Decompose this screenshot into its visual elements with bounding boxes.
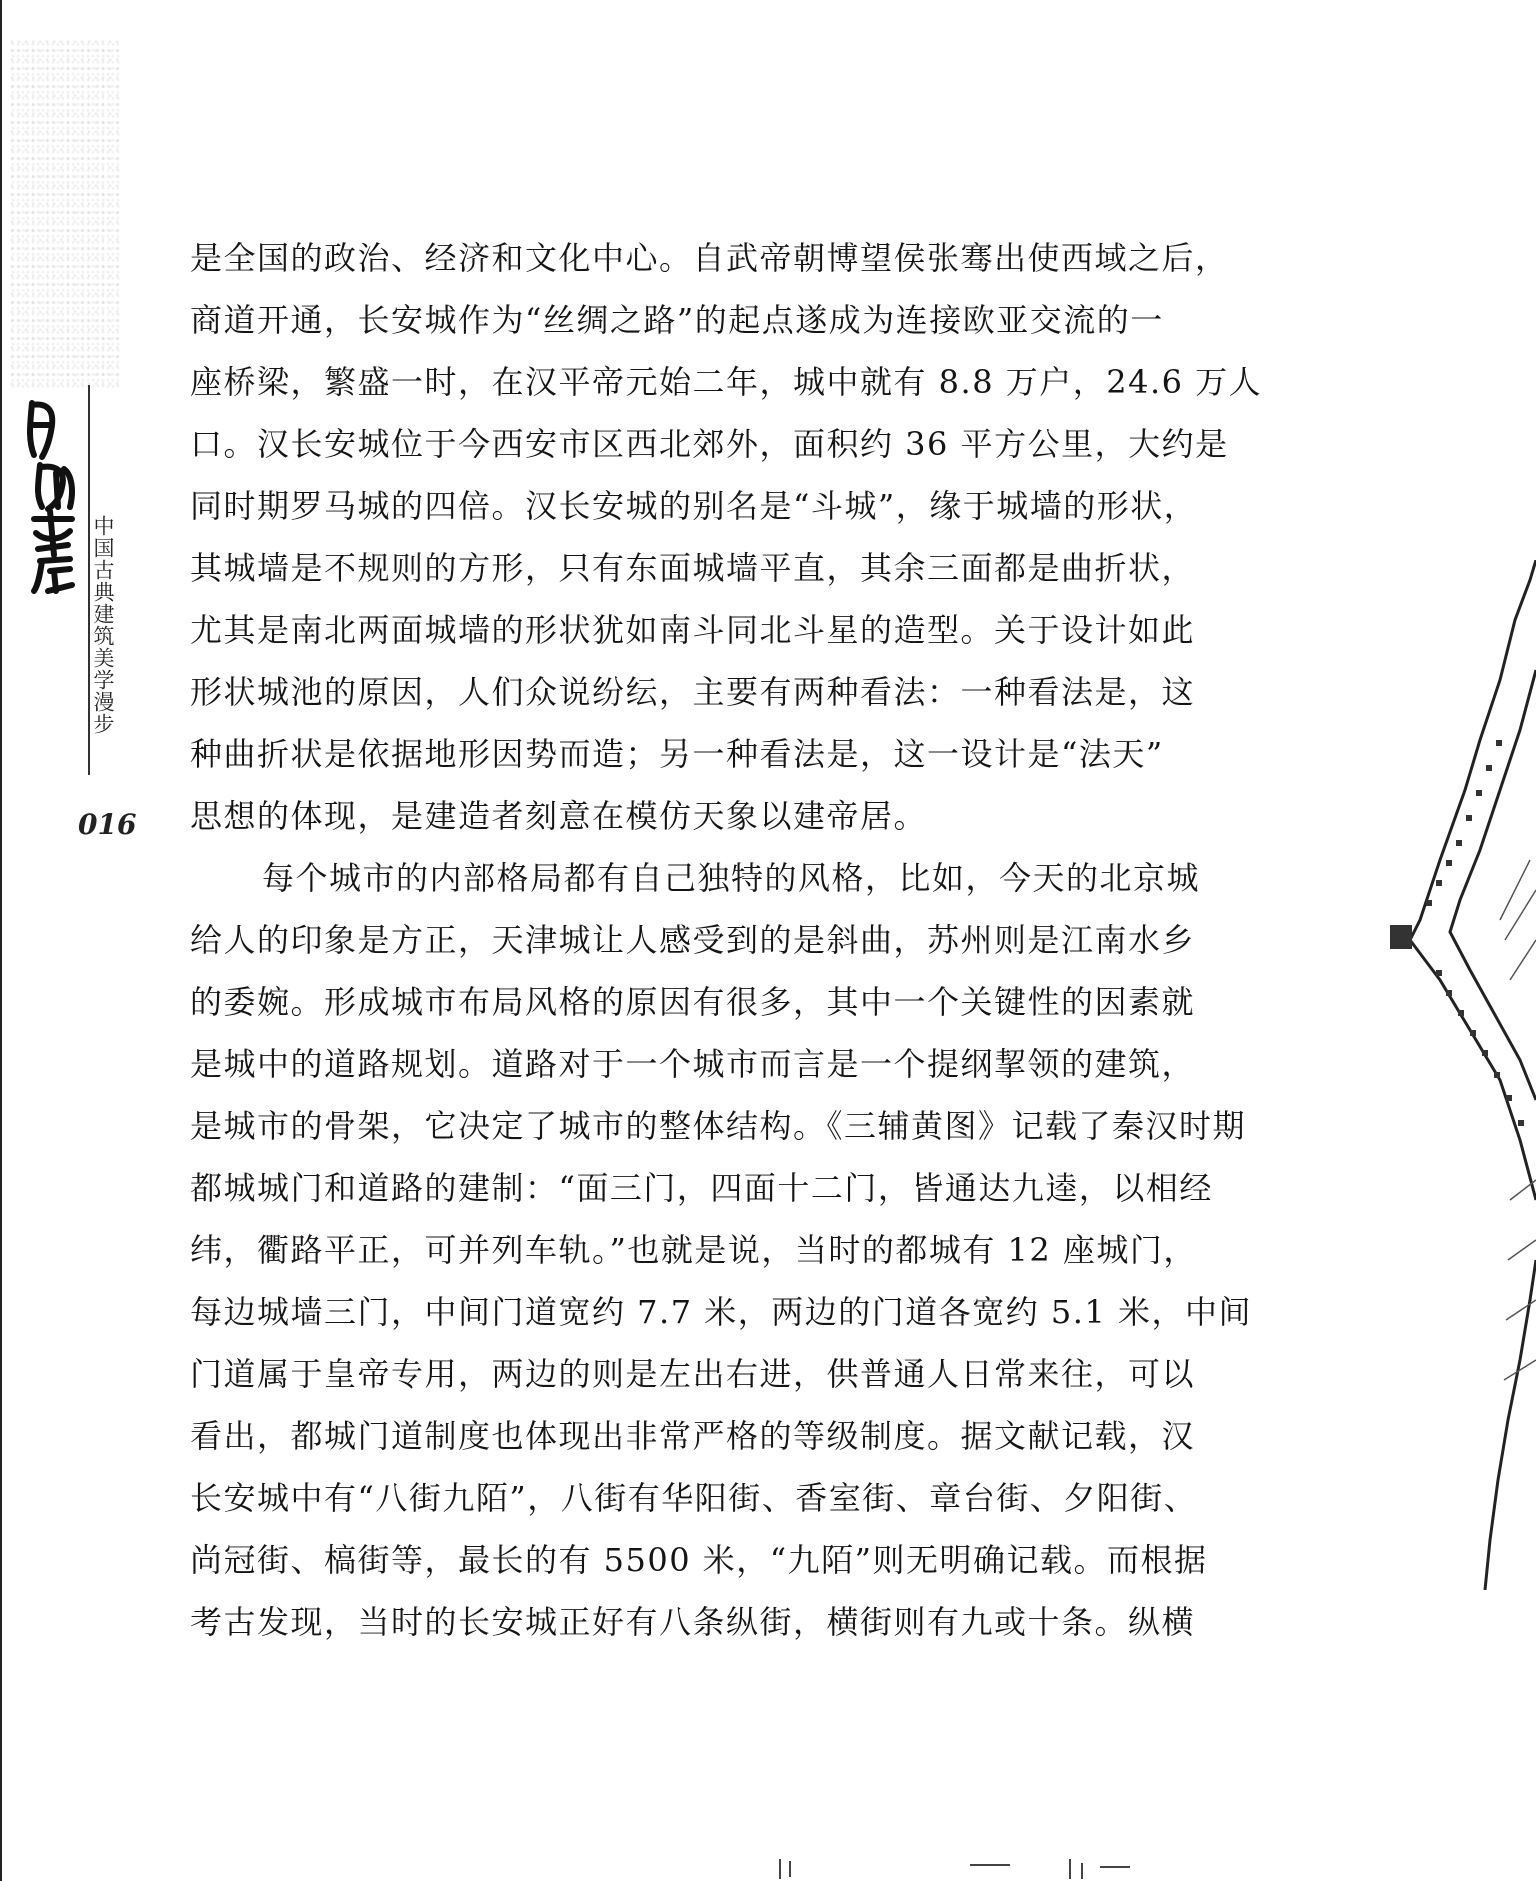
text-line: 同时期罗马城的四倍。汉长安城的别名是“斗城”，缘于城墙的形状，	[190, 487, 1198, 525]
book-title-vertical: 中国古典建筑美学漫步	[91, 515, 115, 735]
text-line: 形状城池的原因，人们众说纷纭，主要有两种看法：一种看法是，这	[190, 673, 1196, 711]
text-line: 是城市的骨架，它决定了城市的整体结构。《三辅黄图》记载了秦汉时期	[190, 1107, 1247, 1145]
scan-artifact-marks	[770, 1855, 1190, 1881]
text-line: 考古发现，当时的长安城正好有八条纵街，横街则有九或十条。纵横	[190, 1603, 1196, 1641]
text-line: 商道开通，长安城作为“丝绸之路”的起点遂成为连接欧亚交流的一	[190, 301, 1164, 339]
text-line: 都城城门和道路的建制：“面三门，四面十二门，皆通达九逵，以相经	[190, 1169, 1213, 1207]
text-line: 看出，都城门道制度也体现出非常严格的等级制度。据文献记载，汉	[190, 1417, 1196, 1455]
body-text	[190, 227, 1340, 1653]
page-number: 016	[78, 808, 137, 841]
paragraph-start-line: 每个城市的内部格局都有自己独特的风格，比如，今天的北京城	[262, 859, 1201, 897]
text-line: 每边城墙三门，中间门道宽约 7.7 米，两边的门道各宽约 5.1 米，中间	[190, 1293, 1252, 1331]
page-edge-line	[0, 0, 2, 1881]
text-line: 思想的体现，是建造者刻意在模仿天象以建帝居。	[190, 797, 928, 835]
text-line: 尚冠街、槁街等，最长的有 5500 米，“九陌”则无明确记载。而根据	[190, 1541, 1208, 1579]
text-line: 座桥梁，繁盛一时，在汉平帝元始二年，城中就有 8.8 万户，24.6 万人	[190, 363, 1263, 401]
text-line: 纬，衢路平正，可并列车轨。”也就是说，当时的都城有 12 座城门，	[190, 1231, 1197, 1269]
calligraphy-logo	[20, 395, 90, 595]
text-line: 是全国的政治、经济和文化中心。自武帝朝博望侯张骞出使西域之后，	[190, 239, 1229, 277]
text-line: 长安城中有“八街九陌”，八街有华阳街、香室街、章台街、夕阳街、	[190, 1479, 1198, 1517]
text-line: 种曲折状是依据地形因势而造；另一种看法是，这一设计是“法天”	[190, 735, 1164, 773]
text-line: 是城中的道路规划。道路对于一个城市而言是一个提纲挈领的建筑，	[190, 1045, 1196, 1083]
text-line: 其城墙是不规则的方形，只有东面城墙平直，其余三面都是曲折状，	[190, 549, 1196, 587]
city-wall-illustration	[1380, 560, 1536, 1590]
text-line: 的委婉。形成城市布局风格的原因有很多，其中一个关键性的因素就	[190, 983, 1196, 1021]
text-line: 尤其是南北两面城墙的形状犹如南斗同北斗星的造型。关于设计如此	[190, 611, 1196, 649]
scan-noise-texture	[10, 40, 120, 390]
text-line: 门道属于皇帝专用，两边的则是左出右进，供普通人日常来往，可以	[190, 1355, 1196, 1393]
text-line: 口。汉长安城位于今西安市区西北郊外，面积约 36 平方公里，大约是	[190, 425, 1229, 463]
text-line: 给人的印象是方正，天津城让人感受到的是斜曲，苏州则是江南水乡	[190, 921, 1196, 959]
